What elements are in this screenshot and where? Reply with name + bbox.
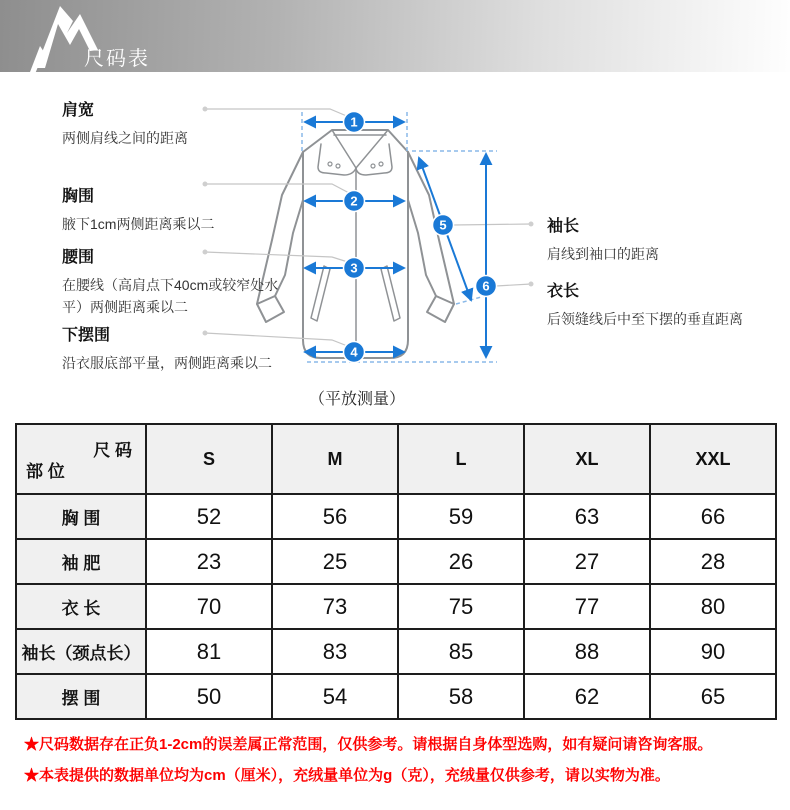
label-chest-title: 胸围 [62, 188, 95, 205]
size-value-cell: 81 [146, 629, 272, 674]
svg-text:6: 6 [482, 278, 490, 294]
size-value-cell: 90 [650, 629, 776, 674]
label-waist-desc: 在腰线（高肩点下40cm或较窄处水平）两侧距离乘以二 [62, 277, 279, 316]
label-sleeve-length [547, 213, 772, 265]
svg-text:2: 2 [350, 193, 358, 209]
svg-text:5: 5 [439, 217, 447, 233]
label-garment-length-desc: 后领缝线后中至下摆的垂直距离 [547, 311, 743, 327]
size-value-cell: 63 [524, 494, 650, 539]
label-shoulder-width-title: 肩宽 [62, 102, 95, 119]
size-column-header-l: L [398, 424, 524, 494]
marker-1 [344, 112, 365, 133]
label-hem-title: 下摆围 [62, 327, 111, 344]
size-value-cell: 50 [146, 674, 272, 719]
header-bar [0, 0, 790, 72]
size-value-cell: 27 [524, 539, 650, 584]
size-value-cell: 75 [398, 584, 524, 629]
row-header: 袖长（颈点长） [16, 629, 146, 674]
svg-text:3: 3 [350, 260, 358, 276]
size-value-cell: 23 [146, 539, 272, 584]
size-value-cell: 70 [146, 584, 272, 629]
svg-text:1: 1 [350, 114, 358, 130]
table-row-length [16, 584, 776, 629]
marker-2 [344, 191, 365, 212]
size-value-cell: 56 [272, 494, 398, 539]
note-line: ★本表提供的数据单位均为cm（厘米），充绒量单位为g（克），充绒量仅供参考，请以实物为准。 [24, 767, 670, 784]
size-value-cell: 73 [272, 584, 398, 629]
table-row-hem [16, 674, 776, 719]
corner-size-label: 尺 码 [93, 441, 132, 460]
label-waist-title: 腰围 [62, 249, 95, 266]
table-row-sleeve-length [16, 629, 776, 674]
row-header: 摆 围 [16, 674, 146, 719]
corner-cell [16, 424, 146, 494]
table-header-row [16, 424, 776, 494]
measurement-arrows [305, 122, 486, 357]
label-sleeve-length-desc: 肩线到袖口的距离 [547, 246, 659, 262]
label-hem [62, 322, 294, 374]
label-hem-desc: 沿衣服底部平量，两侧距离乘以二 [62, 355, 272, 371]
extension-dashed-lines [302, 112, 497, 362]
size-column-header-s: S [146, 424, 272, 494]
marker-5 [433, 215, 454, 236]
size-value-cell: 62 [524, 674, 650, 719]
size-value-cell: 85 [398, 629, 524, 674]
label-chest-desc: 腋下1cm两侧距离乘以二 [62, 216, 215, 232]
svg-text:4: 4 [350, 344, 358, 360]
page-title: 尺码表 [84, 48, 150, 70]
measure-markers [344, 112, 497, 363]
marker-6 [476, 276, 497, 297]
row-header: 袖 肥 [16, 539, 146, 584]
size-value-cell: 26 [398, 539, 524, 584]
size-value-cell: 88 [524, 629, 650, 674]
size-value-cell: 83 [272, 629, 398, 674]
size-column-header-xxl: XXL [650, 424, 776, 494]
label-shoulder-width-desc: 两侧肩线之间的距离 [62, 130, 188, 146]
size-value-cell: 54 [272, 674, 398, 719]
marker-4 [344, 342, 365, 363]
size-value-cell: 66 [650, 494, 776, 539]
footnotes [24, 729, 779, 791]
row-header: 胸 围 [16, 494, 146, 539]
flat-measure-caption: （平放测量） [308, 391, 405, 408]
label-garment-length [547, 278, 782, 330]
row-header: 衣 长 [16, 584, 146, 629]
size-column-header-m: M [272, 424, 398, 494]
note-line: ★尺码数据存在正负1-2cm的误差属正常范围，仅供参考。请根据自身体型选购，如有疑问请咨询客服。 [24, 736, 713, 753]
label-garment-length-title: 衣长 [547, 283, 580, 300]
table-row-chest [16, 494, 776, 539]
label-waist [62, 244, 294, 319]
table-row-sleeve-width [16, 539, 776, 584]
label-shoulder-width [62, 97, 294, 149]
size-value-cell: 65 [650, 674, 776, 719]
size-value-cell: 59 [398, 494, 524, 539]
label-chest [62, 183, 294, 235]
size-table [15, 423, 777, 720]
size-value-cell: 77 [524, 584, 650, 629]
size-value-cell: 28 [650, 539, 776, 584]
size-column-header-xl: XL [524, 424, 650, 494]
size-value-cell: 58 [398, 674, 524, 719]
corner-part-label: 部 位 [26, 462, 65, 481]
size-value-cell: 80 [650, 584, 776, 629]
measurement-diagram-section [0, 72, 790, 420]
size-value-cell: 52 [146, 494, 272, 539]
size-value-cell: 25 [272, 539, 398, 584]
marker-3 [344, 258, 365, 279]
label-sleeve-length-title: 袖长 [547, 218, 580, 235]
